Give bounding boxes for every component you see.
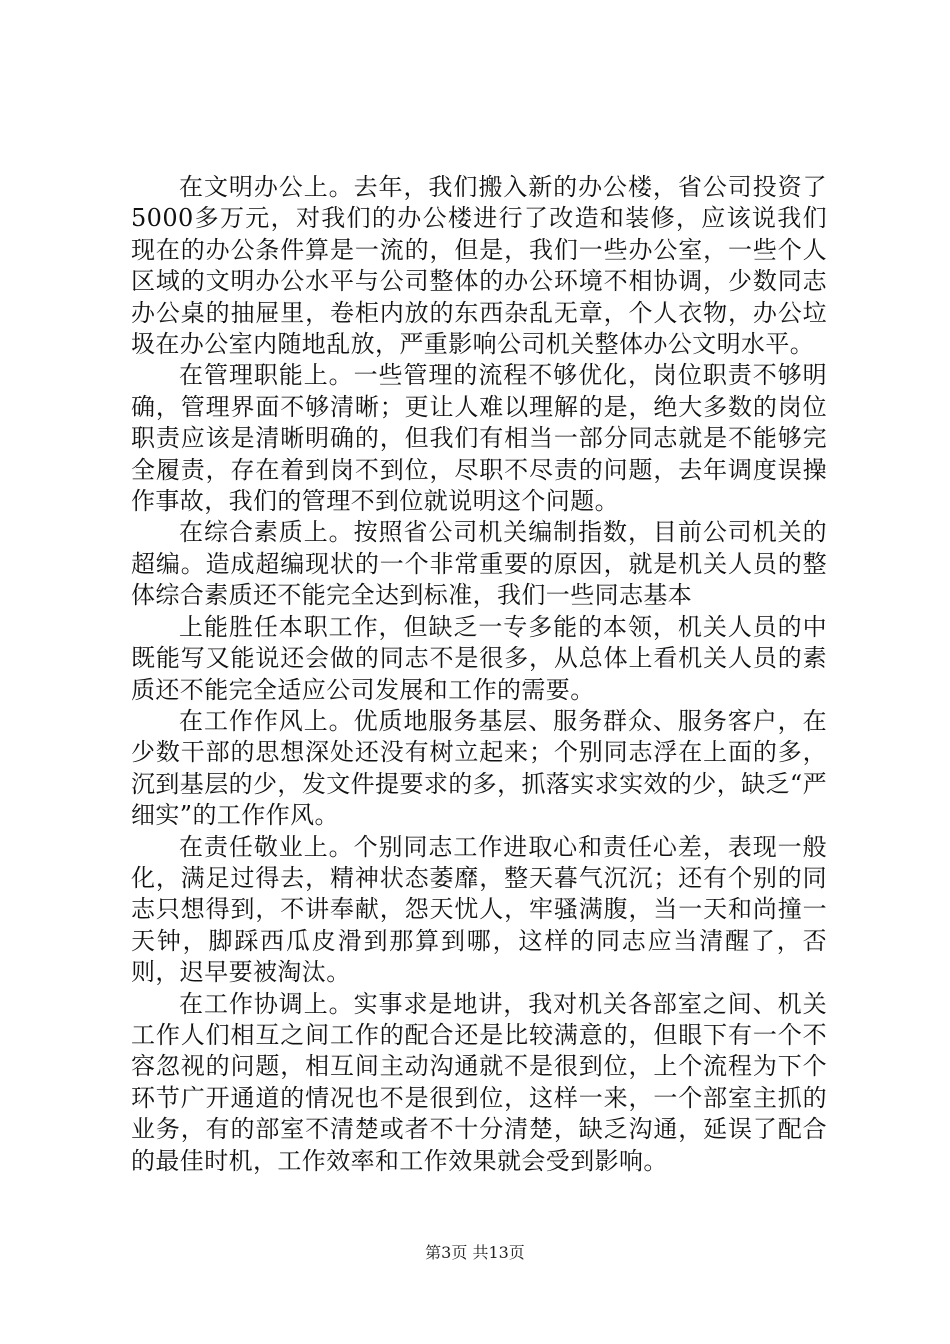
paragraph-work-coordination: 在工作协调上。实事求是地讲，我对机关各部室之间、机关工作人们相互之间工作的配合还是比较满意的，但眼下有一个不容忽视的问题，相互间主动沟通就不是很到位，上个流程为下个环节广开通道的情况也不是很到位，这样一来，一个部室主抓的业务，有的部室不清楚或者不十分清楚，缺乏沟通，延误了配合的最佳时机，工作效率和工作效果就会受到影响。: [131, 989, 827, 1175]
paragraph-responsibility: 在责任敬业上。个别同志工作进取心和责任心差，表现一般化，满足过得去，精神状态萎靡，整天暮气沉沉；还有个别的同志只想得到，不讲奉献，怨天忧人，牢骚满腹，当一天和尚撞一天钟，脚踩西瓜皮滑到那算到哪，这样的同志应当清醒了，否则，迟早要被淘汰。: [131, 832, 827, 987]
paragraph-overall-quality-continued: 上能胜任本职工作，但缺乏一专多能的本领，机关人员的中既能写又能说还会做的同志不是很多，从总体上看机关人员的素质还不能完全适应公司发展和工作的需要。: [131, 612, 827, 704]
page-number-footer: 第3页 共13页: [425, 1243, 525, 1262]
paragraph-civilized-office: 在文明办公上。去年，我们搬入新的办公楼，省公司投资了5000多万元，对我们的办公楼进行了改造和装修，应该说我们现在的办公条件算是一流的，但是，我们一些办公室，一些个人区域的文明办公水平与公司整体的办公环境不相协调，少数同志办公桌的抽屉里，卷柜内放的东西杂乱无章，个人衣物，办公垃圾在办公室内随地乱放，严重影响公司机关整体办公文明水平。: [131, 173, 827, 359]
document-body: [131, 172, 827, 1177]
paragraph-overall-quality: 在综合素质上。按照省公司机关编制指数，目前公司机关的超编。造成超编现状的一个非常重要的原因，就是机关人员的整体综合素质还不能完全达到标准，我们一些同志基本: [131, 518, 827, 610]
paragraph-work-style: 在工作作风上。优质地服务基层、服务群众、服务客户，在少数干部的思想深处还没有树立起来；个别同志浮在上面的多，沉到基层的少，发文件提要求的多，抓落实求实效的少，缺乏“严细实”的工作作风。: [131, 706, 827, 830]
paragraph-management-function: 在管理职能上。一些管理的流程不够优化，岗位职责不够明确，管理界面不够清晰；更让人难以理解的是，绝大多数的岗位职责应该是清晰明确的，但我们有相当一部分同志就是不能够完全履责，存在着到岗不到位，尽职不尽责的问题，去年调度误操作事故，我们的管理不到位就说明这个问题。: [131, 361, 827, 516]
